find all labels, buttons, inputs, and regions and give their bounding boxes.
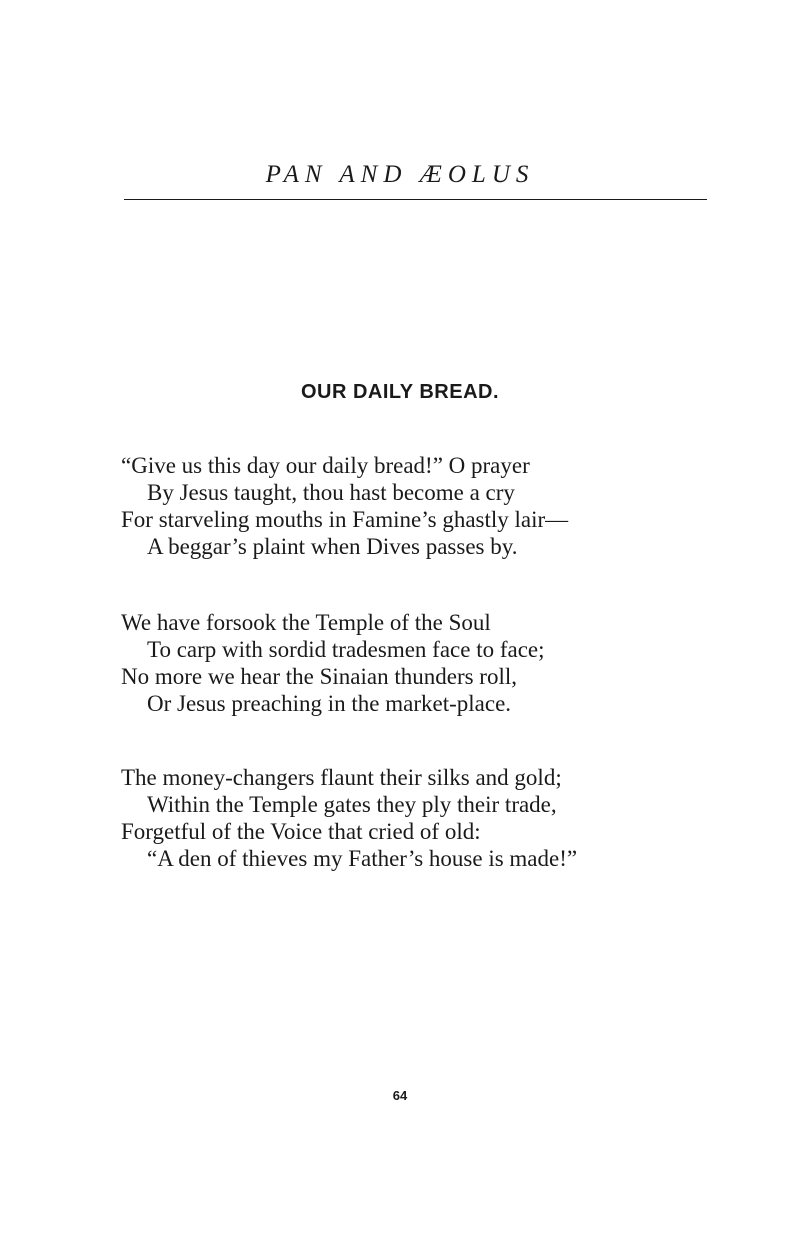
poem-line: The money-changers flaunt their silks and gold; [121, 765, 562, 790]
poem-line: “Give us this day our daily bread!” O prayer [121, 453, 530, 478]
poem-title: OUR DAILY BREAD. [300, 381, 500, 403]
header-rule [124, 199, 707, 200]
stanza-3 [121, 764, 721, 872]
poem-line: For starveling mouths in Famine’s ghastly lair— [121, 507, 569, 532]
poem-line: No more we hear the Sinaian thunders roll, [121, 664, 517, 689]
poem-line: By Jesus taught, thou hast become a cry [147, 480, 515, 505]
poem-line: A beggar’s plaint when Dives passes by. [147, 534, 518, 559]
poem-line: Forgetful of the Voice that cried of old: [121, 819, 481, 844]
poem-line: Or Jesus preaching in the market-place. [147, 691, 512, 716]
poem-line: “A den of thieves my Father’s house is made!” [147, 846, 578, 871]
poem-line: To carp with sordid tradesmen face to face; [147, 637, 545, 662]
poem-line: We have forsook the Temple of the Soul [121, 610, 491, 635]
poem-line: Within the Temple gates they ply their trade, [147, 792, 557, 817]
stanza-1 [121, 452, 721, 560]
running-head: PAN AND ÆOLUS [265, 161, 535, 188]
page-number: 64 [392, 1088, 408, 1103]
stanza-2 [121, 609, 721, 717]
